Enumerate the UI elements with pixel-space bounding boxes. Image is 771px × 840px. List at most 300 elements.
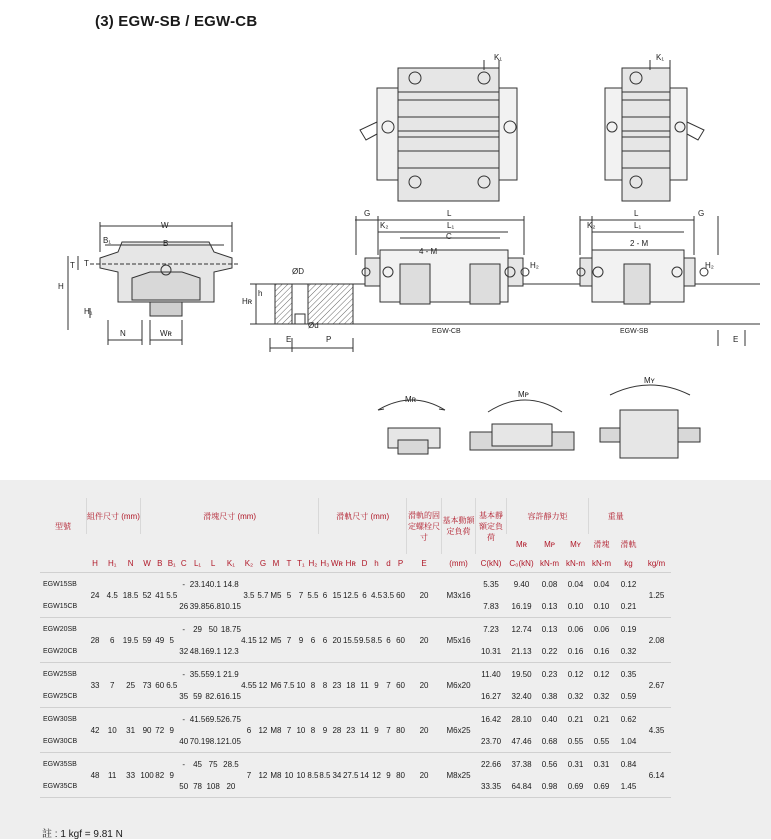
label-g: G bbox=[364, 209, 371, 218]
cell-h1: 6 bbox=[109, 635, 115, 645]
cell-k1: 12.3 bbox=[223, 646, 239, 656]
label-g: G bbox=[698, 209, 705, 218]
cell-h3: 8.5 bbox=[319, 770, 331, 780]
table-row bbox=[40, 753, 671, 776]
cell-h: 4.5 bbox=[370, 590, 383, 600]
cell-l1: 59 bbox=[193, 691, 202, 701]
cell-c0: 37.38 bbox=[511, 759, 532, 769]
cell-l1: 78 bbox=[193, 781, 202, 791]
cell-c: - bbox=[182, 579, 186, 589]
cell-k2: 3.5 bbox=[243, 590, 255, 600]
cell-mr: 0.13 bbox=[541, 624, 558, 634]
spec-table bbox=[40, 498, 671, 798]
header-moment-symbol: Mᴘ bbox=[544, 539, 555, 549]
cell-d: 3.5 bbox=[382, 590, 395, 600]
label-k2: K₂ bbox=[587, 221, 596, 230]
cell-kg: 0.12 bbox=[620, 579, 637, 589]
cell-kg: 0.84 bbox=[620, 759, 637, 769]
header-col: B₁ bbox=[167, 558, 176, 568]
cell-rail-weight: 6.14 bbox=[648, 770, 665, 780]
header-moment-symbol: Mʏ bbox=[570, 539, 581, 549]
cell-cd: 33.35 bbox=[481, 781, 502, 791]
cell-t1: 10 bbox=[296, 725, 306, 735]
cell-c0: 28.10 bbox=[511, 714, 532, 724]
cell-d: 6 bbox=[362, 590, 367, 600]
label-my: Mʏ bbox=[644, 376, 655, 385]
cell-my: 0.32 bbox=[593, 691, 610, 701]
cell-my: 0.04 bbox=[593, 579, 610, 589]
cell-b: 82 bbox=[155, 770, 165, 780]
label-egw-cb: EGW-CB bbox=[432, 328, 461, 335]
cell-l: 82.6 bbox=[205, 691, 221, 701]
header-block-weight: 滑塊 bbox=[593, 539, 610, 549]
cell-k1: 21.9 bbox=[223, 669, 239, 679]
label-egw-sb: EGW-SB bbox=[620, 328, 649, 335]
cell-k2: 4.55 bbox=[241, 680, 257, 690]
cell-my: 0.16 bbox=[593, 646, 610, 656]
label-l1: L₁ bbox=[447, 221, 455, 230]
cell-l: 69.5 bbox=[205, 714, 221, 724]
cell-b1: 6.5 bbox=[166, 680, 178, 690]
cell-t: 7 bbox=[286, 725, 292, 735]
cell-bolt: M6x25 bbox=[446, 725, 471, 735]
header-col: H bbox=[92, 558, 98, 568]
cell-kg: 0.62 bbox=[620, 714, 637, 724]
cell-p: 80 bbox=[396, 770, 405, 780]
cell-d: 7 bbox=[386, 725, 391, 735]
label-k2: K₂ bbox=[380, 221, 389, 230]
cell-e: 20 bbox=[419, 635, 429, 645]
cell-hr: 27.5 bbox=[342, 770, 359, 780]
cell-h: 12 bbox=[372, 770, 381, 780]
cell-e: 20 bbox=[419, 680, 429, 690]
cell-n: 33 bbox=[126, 770, 136, 780]
cell-w: 90 bbox=[142, 725, 152, 735]
header-col: Wʀ bbox=[330, 558, 343, 568]
cell-c: 40 bbox=[179, 736, 189, 746]
header-col: kN-m bbox=[565, 558, 586, 568]
cell-c: 32 bbox=[179, 646, 189, 656]
cell-t: 10 bbox=[284, 770, 294, 780]
label-p: P bbox=[326, 335, 332, 344]
cell-cd: 5.35 bbox=[483, 579, 499, 589]
header-dynamic-load: 基本動額定負荷 bbox=[442, 498, 476, 554]
side-view-sb bbox=[577, 216, 745, 346]
cell-h1: 7 bbox=[109, 680, 115, 690]
header-spacer bbox=[40, 554, 87, 573]
moment-diagram-mr bbox=[378, 400, 445, 454]
label-t: T bbox=[84, 259, 89, 268]
cell-mr: 0.08 bbox=[541, 579, 558, 589]
header-col: kg/m bbox=[647, 558, 666, 568]
cell-rail-weight: 2.08 bbox=[648, 635, 665, 645]
header-rail-dims: 滑軌尺寸 (mm) bbox=[319, 498, 407, 534]
header-col: H₁ bbox=[107, 558, 117, 568]
cell-l: 75 bbox=[208, 759, 218, 769]
header-model: 型號 bbox=[55, 521, 71, 531]
cell-mr: 0.22 bbox=[541, 646, 558, 656]
cell-h3: 9 bbox=[322, 725, 328, 735]
cell-c0: 16.19 bbox=[511, 601, 532, 611]
cell-mp: 0.16 bbox=[567, 646, 584, 656]
cell-cd: 22.66 bbox=[481, 759, 502, 769]
table-row bbox=[40, 573, 671, 596]
top-view-sb bbox=[605, 60, 704, 201]
cell-c: - bbox=[182, 669, 186, 679]
cell-mr: 0.56 bbox=[541, 759, 558, 769]
model-cell: EGW15SB bbox=[43, 580, 77, 588]
label-od: ØD bbox=[292, 267, 304, 276]
cell-k2: 6 bbox=[246, 725, 252, 735]
cell-l: 56.8 bbox=[205, 601, 221, 611]
cell-cd: 16.27 bbox=[481, 691, 502, 701]
cell-d: 11 bbox=[360, 725, 369, 735]
cell-c0: 12.74 bbox=[511, 624, 532, 634]
header-rail-weight: 滑軌 bbox=[620, 539, 637, 549]
header-col: B bbox=[157, 558, 163, 568]
cell-w: 52 bbox=[142, 590, 152, 600]
cell-b: 49 bbox=[155, 635, 165, 645]
cell-g: 12 bbox=[258, 770, 268, 780]
cell-c0: 19.50 bbox=[511, 669, 532, 679]
cell-l1: 41.5 bbox=[189, 714, 206, 724]
label-4m: 4 - M bbox=[419, 247, 438, 256]
header-col: L bbox=[210, 558, 216, 568]
cell-e: 20 bbox=[419, 770, 429, 780]
cell-h1: 10 bbox=[107, 725, 117, 735]
header-block-dims: 滑塊尺寸 (mm) bbox=[140, 498, 319, 534]
cell-d: 6 bbox=[386, 635, 391, 645]
cell-t1: 10 bbox=[296, 680, 306, 690]
cell-hr: 23 bbox=[346, 725, 356, 735]
cell-g: 12 bbox=[258, 635, 268, 645]
cell-mp: 0.31 bbox=[567, 759, 584, 769]
cell-t1: 7 bbox=[298, 590, 304, 600]
header-col: E bbox=[421, 558, 427, 568]
moment-diagram-my bbox=[600, 385, 700, 458]
page-title: (3) EGW-SB / EGW-CB bbox=[95, 13, 258, 30]
cell-h: 24 bbox=[90, 590, 100, 600]
header-col: kN-m bbox=[591, 558, 612, 568]
cell-h2: 8 bbox=[310, 725, 316, 735]
cell-n: 19.5 bbox=[122, 635, 139, 645]
cell-g: 5.7 bbox=[257, 590, 269, 600]
header-rail-bolt: 滑軌的固定螺栓尺寸 bbox=[407, 498, 442, 554]
header-static-moment: 容許靜力矩 bbox=[507, 498, 589, 534]
header-col: kg bbox=[624, 558, 633, 568]
cell-l1: 70.1 bbox=[189, 736, 206, 746]
label-c: C bbox=[446, 232, 452, 241]
header-col: K₂ bbox=[244, 558, 254, 568]
cell-e: 20 bbox=[419, 590, 429, 600]
header-col: d bbox=[386, 558, 391, 568]
cell-hr: 15.5 bbox=[342, 635, 359, 645]
cell-bolt: M3x16 bbox=[446, 590, 471, 600]
cell-cd: 7.83 bbox=[483, 601, 499, 611]
cell-k1: 18.75 bbox=[220, 624, 241, 634]
header-col: h bbox=[374, 558, 379, 568]
cell-t1: 10 bbox=[296, 770, 306, 780]
top-view-cb bbox=[360, 60, 517, 201]
cell-mp: 0.32 bbox=[567, 691, 584, 701]
cell-k1: 14.8 bbox=[223, 579, 239, 589]
cell-d: 7 bbox=[386, 680, 391, 690]
cell-b: 41 bbox=[155, 590, 165, 600]
table-row bbox=[40, 708, 671, 731]
label-l1: L₁ bbox=[634, 221, 642, 230]
cell-h: 9 bbox=[374, 725, 379, 735]
cell-my: 0.31 bbox=[593, 759, 610, 769]
cell-c0: 47.46 bbox=[511, 736, 532, 746]
header-col: (mm) bbox=[449, 558, 468, 568]
cell-wr: 20 bbox=[332, 635, 342, 645]
cell-k2: 7 bbox=[246, 770, 252, 780]
cell-l: 108 bbox=[206, 781, 220, 791]
cell-c: 26 bbox=[179, 601, 189, 611]
label-e: E bbox=[286, 335, 292, 344]
cell-wr: 15 bbox=[332, 590, 342, 600]
table-row bbox=[40, 663, 671, 686]
cell-d: 9.5 bbox=[358, 635, 371, 645]
cell-hr: 18 bbox=[346, 680, 356, 690]
label-t: T bbox=[70, 261, 75, 270]
cell-h2: 5.5 bbox=[307, 590, 319, 600]
cell-p: 60 bbox=[396, 590, 405, 600]
cell-l1: 23.1 bbox=[189, 579, 206, 589]
cell-e: 20 bbox=[419, 725, 429, 735]
cell-k1: 10.15 bbox=[220, 601, 241, 611]
technical-drawings bbox=[0, 40, 771, 480]
cell-t: 7.5 bbox=[283, 680, 295, 690]
cell-mp: 0.55 bbox=[567, 736, 584, 746]
cell-mp: 0.21 bbox=[567, 714, 584, 724]
label-l: L bbox=[634, 209, 639, 218]
cell-l: 59.1 bbox=[205, 669, 221, 679]
cell-w: 73 bbox=[142, 680, 152, 690]
cell-d: 14 bbox=[360, 770, 369, 780]
cell-k1: 28.5 bbox=[223, 759, 239, 769]
cell-w: 100 bbox=[140, 770, 154, 780]
cell-my: 0.21 bbox=[593, 714, 610, 724]
cell-h2: 8 bbox=[310, 680, 316, 690]
cell-t: 5 bbox=[286, 590, 292, 600]
cell-l1: 45 bbox=[193, 759, 202, 769]
cell-cd: 16.42 bbox=[481, 714, 502, 724]
cell-l1: 29 bbox=[193, 624, 202, 634]
header-weight: 重量 bbox=[589, 498, 643, 534]
cell-t: 7 bbox=[286, 635, 292, 645]
header-col: K₁ bbox=[226, 558, 235, 568]
cell-mr: 0.68 bbox=[541, 736, 558, 746]
cell-p: 60 bbox=[396, 635, 405, 645]
cell-wr: 23 bbox=[332, 680, 342, 690]
header-static-load: 基本靜額定負荷 bbox=[476, 498, 507, 554]
cell-k1: 20 bbox=[226, 781, 236, 791]
cell-b: 72 bbox=[155, 725, 165, 735]
header-col: T bbox=[286, 558, 292, 568]
cell-d: 9 bbox=[386, 770, 391, 780]
model-cell: EGW25CB bbox=[43, 692, 78, 700]
cell-rail-weight: 2.67 bbox=[648, 680, 665, 690]
label-b: B bbox=[163, 239, 169, 248]
header-col: L₁ bbox=[193, 558, 202, 568]
label-h: H bbox=[58, 282, 64, 291]
table-row bbox=[40, 618, 671, 641]
cell-h3: 6 bbox=[322, 590, 328, 600]
cell-p: 60 bbox=[396, 680, 405, 690]
cell-rail-weight: 1.25 bbox=[648, 590, 665, 600]
cell-h2: 8.5 bbox=[307, 770, 319, 780]
cell-cd: 7.23 bbox=[483, 624, 499, 634]
cell-my: 0.06 bbox=[593, 624, 610, 634]
cell-c: - bbox=[182, 759, 186, 769]
cell-my: 0.12 bbox=[593, 669, 610, 679]
cell-mr: 0.40 bbox=[541, 714, 558, 724]
cell-h3: 8 bbox=[322, 680, 328, 690]
header-col: G bbox=[259, 558, 267, 568]
cell-h3: 6 bbox=[322, 635, 328, 645]
header-col: W bbox=[143, 558, 151, 568]
label-b1: B₁ bbox=[103, 236, 112, 245]
label-k1: K₁ bbox=[494, 53, 503, 62]
header-col: kN-m bbox=[539, 558, 560, 568]
moment-diagram-mp bbox=[470, 400, 574, 450]
label-w: W bbox=[161, 221, 169, 230]
cell-mr: 0.38 bbox=[541, 691, 558, 701]
label-h2: H₂ bbox=[705, 261, 714, 270]
cell-wr: 28 bbox=[332, 725, 342, 735]
cell-k1: 26.75 bbox=[220, 714, 241, 724]
cell-mp: 0.69 bbox=[567, 781, 584, 791]
label-e: E bbox=[733, 335, 739, 344]
cell-l: 98.1 bbox=[205, 736, 221, 746]
header-col: C(kN) bbox=[480, 558, 502, 568]
cell-my: 0.10 bbox=[593, 601, 610, 611]
cell-m: M6 bbox=[270, 680, 282, 690]
header-moment-symbol: Mʀ bbox=[516, 539, 528, 549]
cell-kg: 0.21 bbox=[620, 601, 637, 611]
cell-m: M8 bbox=[270, 725, 282, 735]
cell-c: - bbox=[182, 714, 186, 724]
cell-cd: 23.70 bbox=[481, 736, 502, 746]
cell-l: 50 bbox=[208, 624, 218, 634]
cell-h: 48 bbox=[90, 770, 100, 780]
model-cell: EGW20CB bbox=[43, 647, 78, 655]
cell-mp: 0.06 bbox=[567, 624, 584, 634]
model-cell: EGW30SB bbox=[43, 715, 77, 723]
cell-c0: 32.40 bbox=[511, 691, 532, 701]
cell-l1: 35.5 bbox=[189, 669, 206, 679]
header-assembly-dims: 組件尺寸 (mm) bbox=[87, 498, 141, 534]
cell-rail-weight: 4.35 bbox=[648, 725, 665, 735]
cell-l: 40.1 bbox=[205, 579, 221, 589]
cell-n: 25 bbox=[126, 680, 136, 690]
cell-k2: 4.15 bbox=[241, 635, 257, 645]
cell-w: 59 bbox=[142, 635, 152, 645]
header-col: H₂ bbox=[308, 558, 318, 568]
cell-h2: 6 bbox=[310, 635, 316, 645]
cell-k1: 16.15 bbox=[220, 691, 241, 701]
cell-n: 31 bbox=[126, 725, 136, 735]
cell-wr: 34 bbox=[332, 770, 342, 780]
cell-g: 12 bbox=[258, 725, 268, 735]
cell-c: 50 bbox=[179, 781, 189, 791]
cell-c: 35 bbox=[179, 691, 189, 701]
cell-b1: 9 bbox=[169, 725, 174, 735]
label-l: L bbox=[447, 209, 452, 218]
end-view bbox=[68, 222, 240, 345]
cell-kg: 0.32 bbox=[620, 646, 637, 656]
label-mp: Mᴘ bbox=[518, 390, 529, 399]
model-cell: EGW25SB bbox=[43, 670, 77, 678]
label-k1: K₁ bbox=[656, 53, 665, 62]
cell-t1: 9 bbox=[298, 635, 304, 645]
cell-kg: 1.45 bbox=[620, 781, 637, 791]
cell-mr: 0.13 bbox=[541, 601, 558, 611]
unit-note: 註 : 1 kgf = 9.81 N bbox=[42, 829, 123, 840]
header-spacer bbox=[87, 534, 407, 554]
cell-hr: 12.5 bbox=[342, 590, 359, 600]
cell-h: 33 bbox=[90, 680, 100, 690]
header-col: D bbox=[361, 558, 368, 568]
cell-p: 80 bbox=[396, 725, 405, 735]
cell-h1: 4.5 bbox=[106, 590, 118, 600]
cell-b1: 5.5 bbox=[166, 590, 178, 600]
cell-n: 18.5 bbox=[122, 590, 139, 600]
cell-h: 8.5 bbox=[370, 635, 383, 645]
header-col: P bbox=[397, 558, 404, 568]
cell-mp: 0.04 bbox=[567, 579, 584, 589]
label-hr: Hʀ bbox=[242, 297, 253, 306]
spec-table-panel bbox=[0, 480, 771, 839]
cell-l1: 39.8 bbox=[189, 601, 206, 611]
model-cell: EGW35SB bbox=[43, 760, 77, 768]
cell-m: M5 bbox=[270, 635, 282, 645]
cell-l1: 48.1 bbox=[189, 646, 206, 656]
label-h2: H₂ bbox=[530, 261, 539, 270]
label-2m: 2 - M bbox=[630, 239, 649, 248]
model-cell: EGW35CB bbox=[43, 782, 78, 790]
header-col: C₀(kN) bbox=[509, 558, 534, 568]
model-cell: EGW15CB bbox=[43, 602, 78, 610]
cell-m: M5 bbox=[270, 590, 282, 600]
label-h1: H₁ bbox=[84, 307, 93, 316]
label-mr: Mʀ bbox=[405, 395, 416, 404]
cell-c: - bbox=[182, 624, 186, 634]
cell-kg: 1.04 bbox=[620, 736, 637, 746]
cell-m: M8 bbox=[270, 770, 282, 780]
cell-bolt: M8x25 bbox=[446, 770, 471, 780]
cell-cd: 11.40 bbox=[481, 669, 501, 679]
cell-my: 0.55 bbox=[593, 736, 610, 746]
cell-kg: 0.19 bbox=[620, 624, 637, 634]
cell-h: 42 bbox=[90, 725, 100, 735]
cell-mp: 0.10 bbox=[567, 601, 584, 611]
cell-mr: 0.23 bbox=[541, 669, 558, 679]
cell-b1: 9 bbox=[169, 770, 174, 780]
cell-b: 60 bbox=[155, 680, 165, 690]
cell-g: 12 bbox=[258, 680, 268, 690]
cell-h1: 11 bbox=[108, 770, 117, 780]
cell-my: 0.69 bbox=[593, 781, 610, 791]
cell-l: 69.1 bbox=[205, 646, 221, 656]
header-col: M bbox=[272, 558, 280, 568]
cell-h: 9 bbox=[374, 680, 379, 690]
cell-c0: 21.13 bbox=[511, 646, 532, 656]
cell-d: 11 bbox=[360, 680, 369, 690]
cell-bolt: M6x20 bbox=[446, 680, 471, 690]
cell-h: 28 bbox=[90, 635, 100, 645]
